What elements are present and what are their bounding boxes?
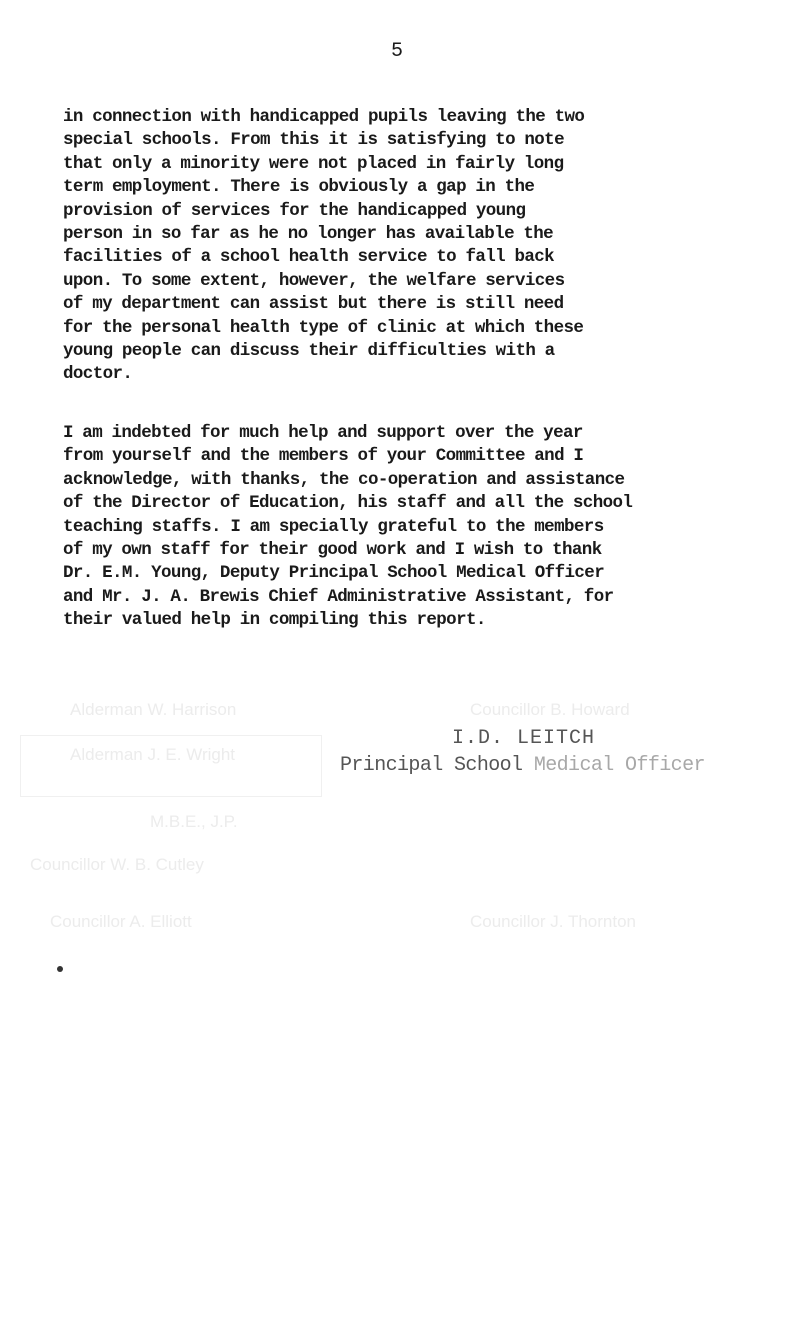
text-line: of my department can assist but there is still need [63,294,564,315]
text-line: I am indebted for much help and support over the year [63,423,583,443]
paragraph-acknowledgements [63,422,753,633]
bleed-through-text: Alderman J. E. Wright [70,745,236,764]
text-line: their valued help in compiling this report. [63,610,486,631]
text-line: for the personal health type of clinic at which these [63,317,584,338]
bleed-through-text: Alderman W. Harrison [70,700,237,719]
signature-name: I.D. LEITCH [452,727,596,750]
text-line: teaching staffs. I am specially grateful to the members [63,516,604,537]
signature-title-faint: Medical Officer [533,754,705,777]
text-line: term employment. There is obviously a gap in the [63,177,535,198]
text-line: special schools. From this it is satisfying to note [63,130,564,151]
text-line: Dr. E.M. Young, Deputy Principal School Medical Officer [63,563,605,584]
text-line: facilities of a school health service to fall back [63,247,555,268]
text-line: from yourself and the members of your Committee and I [63,446,584,467]
text-line: young people can discuss their difficulties with a [63,341,555,362]
text-line: in connection with handicapped pupils leaving the two [63,107,585,127]
bleed-through-text: Councillor B. Howard [470,700,630,719]
bleed-through-text: M.B.E., J.P. [150,812,238,831]
signature-title [340,754,705,777]
ink-dot [57,966,63,972]
text-line: upon. To some extent, however, the welfare services [63,270,565,291]
bleed-through-text: Councillor W. B. Cutley [30,855,204,874]
text-line: provision of services for the handicapped young [63,200,526,221]
bleed-through-text: Councillor A. Elliott [50,912,192,931]
text-line: doctor. [63,364,133,385]
text-line: of the Director of Education, his staff and all the school [63,493,633,514]
text-line: person in so far as he no longer has available the [63,224,554,245]
text-line: and Mr. J. A. Brewis Chief Administrative Assistant, for [63,586,614,607]
paragraph-handicapped-pupils [63,106,753,387]
signature-title-main: Principal School [340,754,523,777]
bleed-through-text: Councillor J. Thornton [470,912,636,931]
page-number: 5 [391,40,404,63]
text-line: that only a minority were not placed in fairly long [63,153,564,174]
text-line: of my own staff for their good work and I wish to thank [63,540,602,561]
text-line: acknowledge, with thanks, the co-operation and assistance [63,469,625,490]
